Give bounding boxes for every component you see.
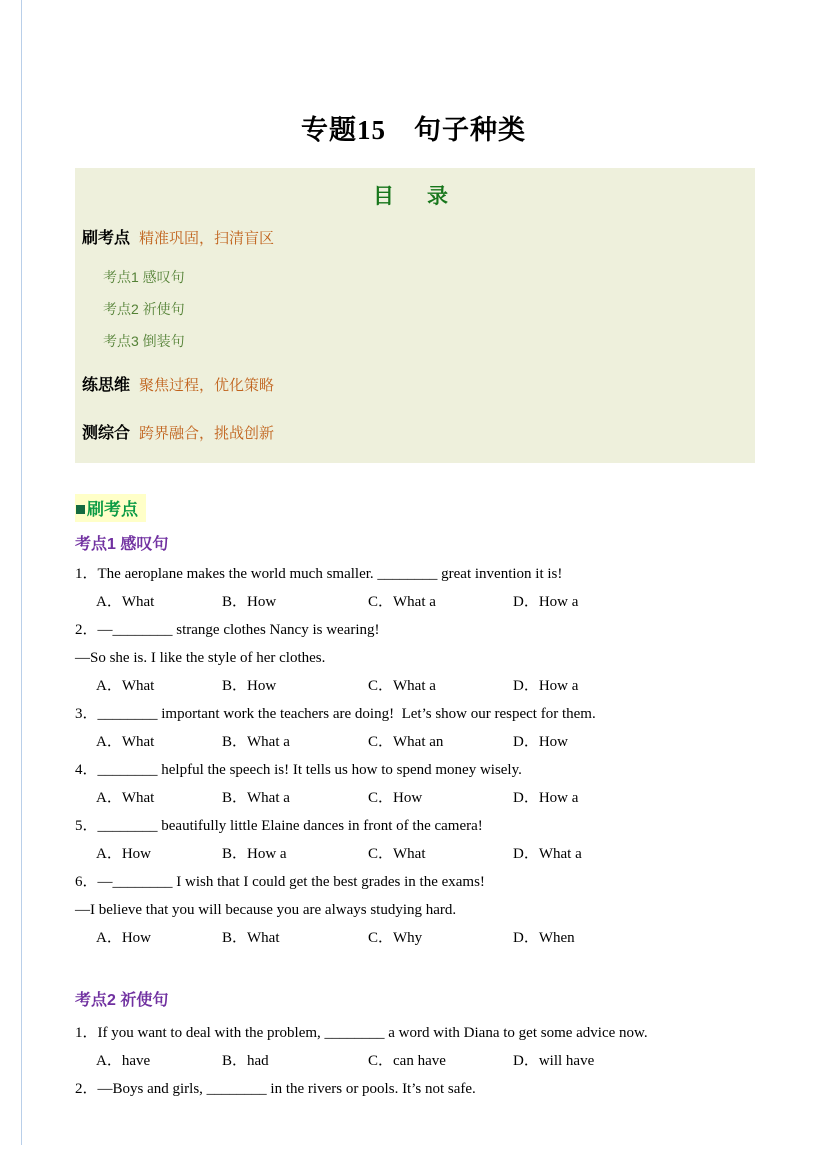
question-text: 1．The aeroplane makes the world much smaller. ________ great invention it is! [75,566,563,582]
question-text: 4．________ helpful the speech is! It tells us how to spend money wisely. [75,762,522,778]
option-b: B．What a [222,734,290,750]
toc-section-label: 测综合 [82,425,131,442]
option-c: C．can have [368,1053,446,1069]
options-row [75,1047,777,1075]
toc-section-desc: 跨界融合，挑战创新 [139,425,275,442]
question-4 [75,756,777,812]
option-a: A．What [96,678,155,694]
question-6 [75,868,777,952]
option-a: A．What [96,734,155,750]
options-row [75,924,777,952]
options-row [75,784,777,812]
option-a: A．have [96,1053,151,1069]
question-1 [75,560,777,616]
question-text: 2．—Boys and girls, ________ in the rivers or pools. It’s not safe. [75,1081,476,1097]
question-text: 6．—________ I wish that I could get the best grades in the exams! [75,874,485,890]
toc-row-cezonghe [82,420,745,443]
toc-section-label: 练思维 [82,377,131,394]
section-header-row [75,494,827,522]
question-text: 2．—________ strange clothes Nancy is wearing! [75,622,380,638]
section-header-shuakaodian [75,494,146,522]
left-margin-line [21,0,22,1145]
option-a: A．What [96,594,155,610]
toc-row-shuakaodian [82,225,745,248]
question-2 [75,1075,777,1103]
kaodian1-questions [75,560,777,952]
option-b: B．What a [222,790,290,806]
toc-item-kaodian1: 考点1 感叹句 [103,269,185,285]
question-reply: —I believe that you will because you are always studying hard. [75,902,457,918]
options-row [75,672,777,700]
option-c: C．Why [368,930,423,946]
option-b: B．How [222,678,277,694]
option-d: D．will have [513,1053,595,1069]
kaodian1-title: 考点1 感叹句 [75,536,169,553]
toc-items [82,267,745,351]
option-c: C．What an [368,734,444,750]
option-c: C．How [368,790,423,806]
option-b: B．What [222,930,280,946]
toc-section-label: 刷考点 [82,230,131,247]
kaodian2-title: 考点2 祈使句 [75,992,169,1009]
toc-row-liansiwei [82,372,745,395]
option-a: A．How [96,846,151,862]
question-5 [75,812,777,868]
option-d: D．What a [513,846,582,862]
option-a: A．How [96,930,151,946]
option-c: C．What [368,846,426,862]
question-2 [75,616,777,700]
kaodian2-questions [75,1019,777,1103]
option-c: C．What a [368,594,436,610]
toc-section-desc: 聚焦过程，优化策略 [139,377,275,394]
toc-item-kaodian2: 考点2 祈使句 [103,301,185,317]
toc-item-kaodian3: 考点3 倒装句 [103,333,185,349]
option-a: A．What [96,790,155,806]
question-text: 5．________ beautifully little Elaine dances in front of the camera! [75,818,483,834]
toc-title: 目 录 [373,185,454,208]
options-row [75,588,777,616]
question-3 [75,700,777,756]
options-row [75,728,777,756]
options-row [75,840,777,868]
question-1 [75,1019,777,1075]
option-d: D．How [513,734,568,750]
question-reply: —So she is. I like the style of her clothes. [75,650,326,666]
option-b: B．How [222,594,277,610]
option-b: B．How a [222,846,287,862]
option-c: C．What a [368,678,436,694]
section-header-label: 刷考点 [87,500,138,519]
toc-box [75,168,755,463]
green-square-icon [76,505,85,514]
question-text: 3．________ important work the teachers are doing! Let’s show our respect for them. [75,706,596,722]
page-title: 专题15 句子种类 [301,115,526,145]
option-b: B．had [222,1053,269,1069]
option-d: D．How a [513,790,579,806]
question-text: 1．If you want to deal with the problem, ________ a word with Diana to get some advice now. [75,1025,648,1041]
option-d: D．When [513,930,575,946]
option-d: D．How a [513,594,579,610]
option-d: D．How a [513,678,579,694]
toc-section-desc: 精准巩固，扫清盲区 [139,230,275,247]
